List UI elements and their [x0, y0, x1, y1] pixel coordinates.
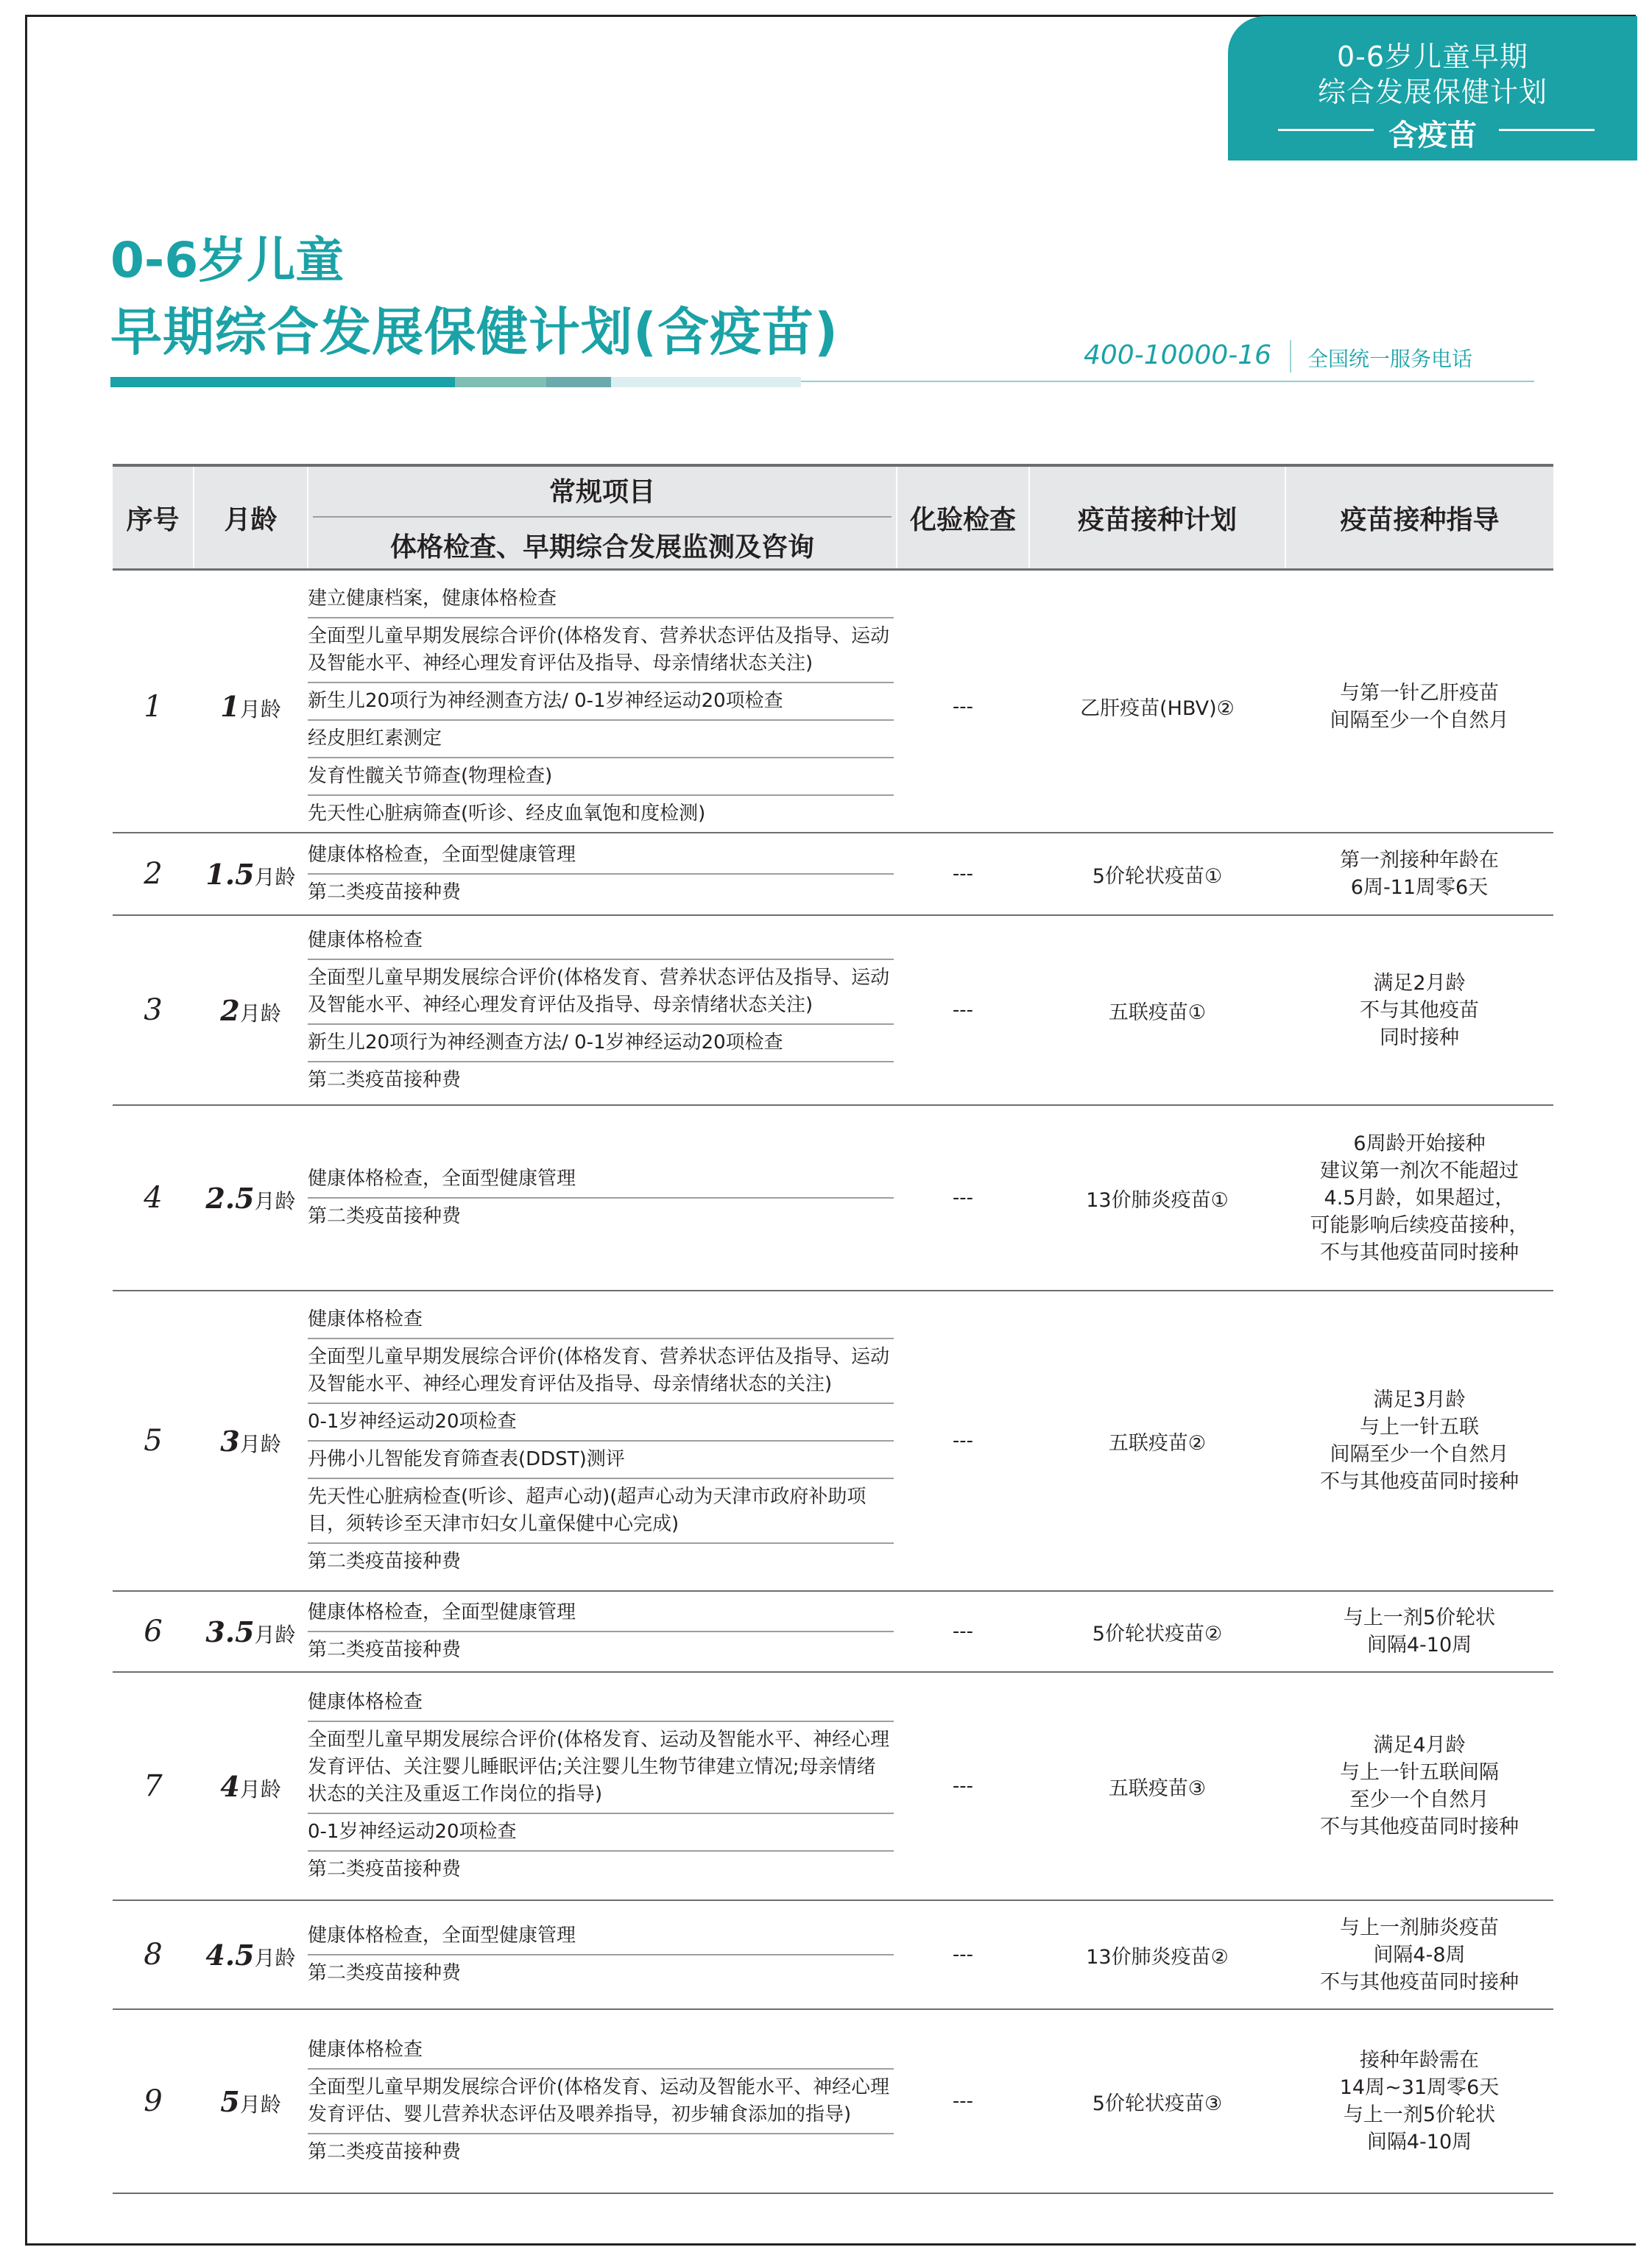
table-body — [113, 570, 1553, 2194]
row-routine-items — [308, 1105, 897, 1291]
routine-item: 第二类疫苗接种费 — [308, 2141, 462, 2163]
row-age-number: 4 — [220, 1769, 240, 1803]
row-age — [194, 833, 308, 915]
accent-bar-4 — [611, 377, 801, 387]
row-index: 1 — [144, 689, 163, 724]
row-age-unit: 月龄 — [239, 1777, 281, 1802]
table-row — [113, 1672, 1553, 1900]
row-index: 3 — [144, 993, 163, 1027]
table-row — [113, 1900, 1553, 2009]
row-guide: 与上一剂5价轮状 间隔4-10周 — [1343, 1606, 1496, 1657]
header-routine — [308, 465, 897, 570]
header-age: 月龄 — [194, 465, 308, 570]
row-vaccine: 13价肺炎疫苗① — [1086, 1188, 1229, 1212]
routine-item: 健康体格检查，全面型健康管理 — [308, 1918, 894, 1955]
row-lab: --- — [952, 1187, 974, 1209]
routine-item: 健康体格检查 — [308, 1685, 894, 1722]
row-routine-items — [308, 1672, 897, 1900]
routine-item: 全面型儿童早期发展综合评价(体格发育、营养状态评估及指导、运动及智能水平、神经心理发育评估及指导、母亲情绪状态关注) — [308, 960, 894, 1025]
routine-item: 全面型儿童早期发展综合评价(体格发育、营养状态评估及指导、运动及智能水平、神经心理发育评估及指导、母亲情绪状态的关注) — [308, 1339, 894, 1404]
row-age-unit: 月龄 — [254, 1945, 296, 1970]
row-guide: 6周龄开始接种 建议第一剂次不能超过 4.5月龄，如果超过， 可能影响后续疫苗接种， 不与其他疫苗同时接种 — [1310, 1132, 1529, 1264]
header-index: 序号 — [113, 465, 194, 570]
routine-item: 经皮胆红素测定 — [308, 721, 894, 758]
row-vaccine: 乙肝疫苗(HBV)② — [1080, 697, 1235, 720]
routine-item: 先天性心脏病筛查(听诊、经皮血氧饱和度检测) — [308, 803, 706, 825]
row-vaccine: 13价肺炎疫苗② — [1086, 1945, 1229, 1969]
row-index: 6 — [144, 1615, 163, 1648]
header-vaccine-guide: 疫苗接种指导 — [1285, 465, 1553, 570]
routine-item: 健康体格检查，全面型健康管理 — [308, 1595, 894, 1632]
row-routine-items — [308, 915, 897, 1105]
routine-item: 健康体格检查，全面型健康管理 — [308, 1161, 894, 1199]
header-routine-title: 常规项目 — [313, 467, 892, 518]
page-title-line1: 0-6岁儿童 — [110, 232, 345, 289]
routine-item: 全面型儿童早期发展综合评价(体格发育、营养状态评估及指导、运动及智能水平、神经心理发育评估及指导、母亲情绪状态关注) — [308, 618, 894, 683]
table-row — [113, 2009, 1553, 2193]
row-age-unit: 月龄 — [254, 1188, 296, 1213]
routine-item: 丹佛小儿智能发育筛查表(DDST)测评 — [308, 1442, 894, 1479]
table-row — [113, 915, 1553, 1105]
row-age-number: 1 — [220, 690, 240, 723]
routine-item: 第二类疫苗接种费 — [308, 1551, 462, 1573]
row-vaccine: 五联疫苗① — [1108, 1001, 1207, 1024]
routine-item: 发育性髋关节筛查(物理检查) — [308, 758, 894, 796]
health-plan-table — [113, 464, 1553, 2194]
row-routine-items — [308, 1291, 897, 1591]
routine-item: 第二类疫苗接种费 — [308, 881, 462, 903]
row-guide: 满足4月龄 与上一针五联间隔 至少一个自然月 不与其他疫苗同时接种 — [1320, 1734, 1519, 1838]
row-routine-items — [308, 833, 897, 915]
row-index: 9 — [144, 2084, 163, 2118]
row-guide: 接种年龄需在 14周~31周零6天 与上一剂5价轮状 间隔4-10周 — [1339, 2049, 1500, 2154]
row-vaccine: 五联疫苗③ — [1108, 1777, 1207, 1800]
table-row — [113, 570, 1553, 833]
hotline-number: 400-10000-16 — [1084, 340, 1272, 370]
routine-item: 全面型儿童早期发展综合评价(体格发育、运动及智能水平、神经心理发育评估、关注婴儿睡眠评估;关注婴儿生物节律建立情况;母亲情绪状态的关注及重返工作岗位的指导) — [308, 1722, 894, 1814]
row-age-number: 5 — [220, 2084, 240, 2118]
row-age-number: 4.5 — [205, 1938, 255, 1972]
corner-tab-line1: 0-6岁儿童早期 — [1336, 40, 1529, 73]
hotline-label: 全国统一服务电话 — [1307, 347, 1473, 371]
row-guide: 满足2月龄 不与其他疫苗 同时接种 — [1360, 971, 1479, 1049]
row-index: 4 — [144, 1181, 163, 1215]
header-routine-subtitle: 体格检查、早期综合发展监测及咨询 — [389, 532, 814, 562]
row-age — [194, 1591, 308, 1672]
corner-tab — [1228, 16, 1637, 161]
routine-item: 健康体格检查 — [308, 1302, 894, 1339]
row-age-unit: 月龄 — [254, 1622, 296, 1647]
row-age-number: 3 — [220, 1424, 240, 1458]
row-index: 7 — [144, 1769, 163, 1803]
row-age — [194, 2009, 308, 2193]
corner-tab-dash-right — [1499, 129, 1595, 131]
row-age — [194, 570, 308, 833]
routine-item: 第二类疫苗接种费 — [308, 1068, 462, 1091]
row-age-unit: 月龄 — [254, 864, 296, 889]
row-routine-items — [308, 1900, 897, 2009]
row-routine-items — [308, 570, 897, 833]
table-row — [113, 833, 1553, 915]
accent-bar-1 — [110, 377, 455, 387]
row-age-unit: 月龄 — [239, 697, 281, 722]
row-index: 8 — [144, 1938, 163, 1972]
routine-item: 第二类疫苗接种费 — [308, 1639, 462, 1661]
row-age-unit: 月龄 — [239, 1001, 281, 1026]
row-lab: --- — [952, 1620, 974, 1643]
row-guide: 与第一针乙肝疫苗 间隔至少一个自然月 — [1330, 681, 1509, 732]
routine-item: 0-1岁神经运动20项检查 — [308, 1404, 894, 1442]
table-row — [113, 1105, 1553, 1291]
row-age — [194, 1900, 308, 2009]
row-age-number: 3.5 — [205, 1615, 255, 1648]
row-age — [194, 915, 308, 1105]
row-lab: --- — [952, 863, 974, 885]
row-age-number: 2.5 — [205, 1181, 255, 1215]
row-vaccine: 5价轮状疫苗③ — [1092, 2092, 1223, 2115]
row-age — [194, 1291, 308, 1591]
hotline-divider — [1290, 340, 1291, 373]
row-age-unit: 月龄 — [239, 2092, 281, 2117]
row-lab: --- — [952, 999, 974, 1021]
header-vaccine-plan: 疫苗接种计划 — [1029, 465, 1285, 570]
page-title-line2: 早期综合发展保健计划(含疫苗) — [110, 302, 839, 362]
routine-item: 建立健康档案，健康体格检查 — [308, 581, 894, 618]
row-lab: --- — [952, 2090, 974, 2112]
accent-bar-2 — [455, 377, 546, 387]
row-vaccine: 五联疫苗② — [1108, 1431, 1207, 1455]
row-routine-items — [308, 2009, 897, 2193]
routine-item: 健康体格检查 — [308, 2032, 894, 2070]
row-guide: 与上一剂肺炎疫苗 间隔4-8周 不与其他疫苗同时接种 — [1320, 1916, 1519, 1994]
routine-item: 第二类疫苗接种费 — [308, 1858, 462, 1880]
routine-item: 新生儿20项行为神经测查方法/ 0-1岁神经运动20项检查 — [308, 683, 894, 721]
routine-item: 全面型儿童早期发展综合评价(体格发育、运动及智能水平、神经心理发育评估、婴儿营养状态评估及喂养指导，初步辅食添加的指导) — [308, 2070, 894, 2134]
routine-item: 健康体格检查 — [308, 923, 894, 960]
routine-item: 第二类疫苗接种费 — [308, 1205, 462, 1227]
row-lab: --- — [952, 1775, 974, 1797]
row-index: 5 — [144, 1424, 163, 1458]
row-index: 2 — [144, 857, 163, 891]
row-vaccine: 5价轮状疫苗① — [1092, 864, 1223, 888]
row-age — [194, 1672, 308, 1900]
table-row — [113, 1291, 1553, 1591]
row-lab: --- — [952, 1944, 974, 1966]
header-lab: 化验检查 — [897, 465, 1029, 570]
row-age-unit: 月龄 — [239, 1431, 281, 1456]
routine-item: 0-1岁神经运动20项检查 — [308, 1814, 894, 1852]
row-guide: 第一剂接种年龄在 6周-11周零6天 — [1340, 849, 1499, 899]
table-header-row — [113, 465, 1553, 570]
routine-item: 健康体格检查，全面型健康管理 — [308, 837, 894, 875]
accent-bar-3 — [546, 377, 611, 387]
routine-item: 先天性心脏病检查(听诊、超声心动)(超声心动为天津市政府补助项目，须转诊至天津市妇女儿童保健中心完成) — [308, 1479, 894, 1544]
corner-tab-line2: 综合发展保健计划 — [1317, 76, 1547, 108]
routine-item: 第二类疫苗接种费 — [308, 1962, 462, 1984]
routine-item: 新生儿20项行为神经测查方法/ 0-1岁神经运动20项检查 — [308, 1025, 894, 1062]
row-age — [194, 1105, 308, 1291]
row-guide: 满足3月龄 与上一针五联 间隔至少一个自然月 不与其他疫苗同时接种 — [1320, 1389, 1519, 1493]
row-routine-items — [308, 1591, 897, 1672]
row-age-number: 2 — [220, 993, 240, 1027]
corner-tab-line3: 含疫苗 — [1388, 119, 1477, 152]
header-rule — [801, 381, 1534, 382]
row-vaccine: 5价轮状疫苗② — [1092, 1622, 1223, 1646]
table-row — [113, 1591, 1553, 1672]
row-age-number: 1.5 — [205, 857, 255, 891]
row-lab: --- — [952, 695, 974, 718]
row-lab: --- — [952, 1430, 974, 1452]
